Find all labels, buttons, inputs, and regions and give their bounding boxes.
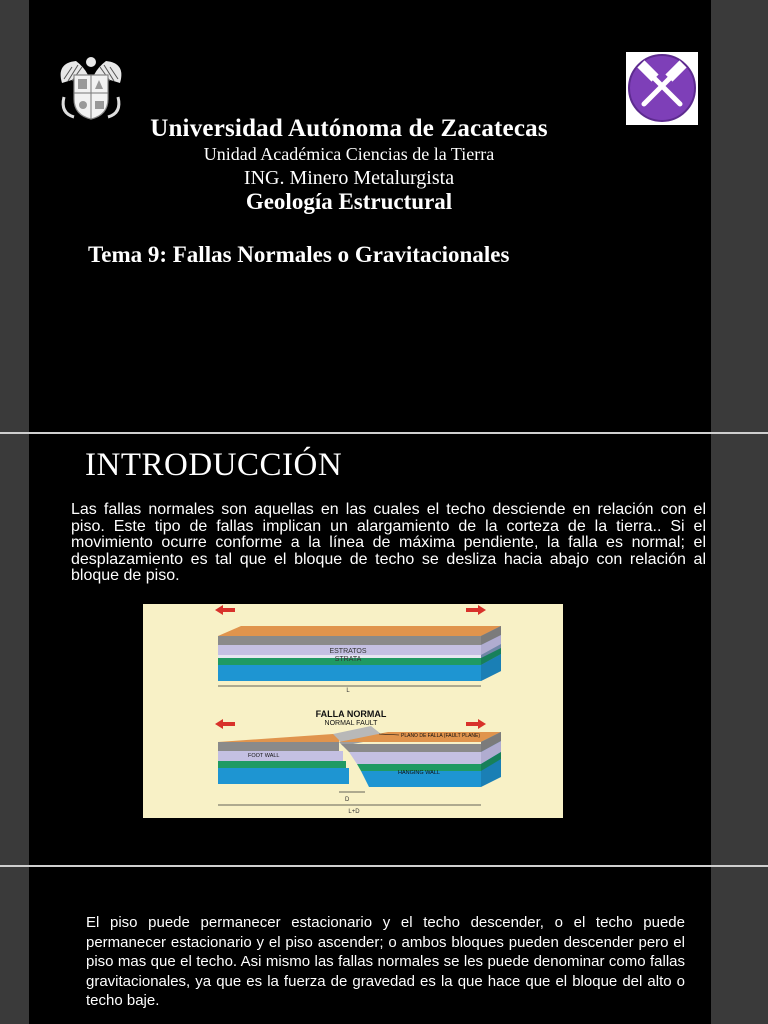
university-name: Universidad Autónoma de Zacatecas <box>150 115 548 142</box>
topic-title: Tema 9: Fallas Normales o Gravitacionales <box>88 242 510 267</box>
intro-paragraph: Las fallas normales son aquellas en las cuales el techo desciende en relación con el piso. Este tipo de fallas implican un alargamiento de la corteza de la tierra.. Si el movimiento ocurre conforme a la línea de máxima pendiente, la falla es normal; el desplazamiento es tal que el bloque de techo se desliza hacia abajo con relación al bloque de piso. <box>71 501 706 584</box>
body-paragraph: El piso puede permanecer estacionario y el techo descender, o el techo puede permanecer estacionario y el piso ascender; o ambos bloques pueden descender pero el piso mas que el techo. Asi mismo las fallas normales se les puede denominar como fallas gravitacionales, ya que es la fuerza de gravedad es la que hace que el bloque del alto o techo baje. <box>86 914 685 1009</box>
university-crest-icon <box>54 53 128 123</box>
displacement-label: D <box>345 797 350 803</box>
extension-arrow-left <box>215 605 235 615</box>
fault-plane-label: PLANO DE FALLA (FAULT PLANE) <box>401 733 481 739</box>
academic-unit: Unidad Académica Ciencias de la Tierra <box>203 144 495 164</box>
normal-fault-diagram <box>143 604 563 818</box>
intro-slide <box>29 434 711 865</box>
fault-title-en: NORMAL FAULT <box>324 720 378 727</box>
course-name: Geología Estructural <box>245 189 453 214</box>
program-name: ING. Minero Metalurgista <box>243 167 455 189</box>
length-label: L <box>346 688 350 694</box>
footwall-label: FOOT WALL <box>248 753 280 759</box>
hangingwall-label: HANGING WALL <box>398 770 440 776</box>
strata-label-en: STRATA <box>334 656 362 663</box>
extended-length-label: L+D <box>348 809 360 815</box>
extension-arrow-right <box>466 605 486 615</box>
strata-label-es: ESTRATOS <box>329 648 367 655</box>
fault-title-es: FALLA NORMAL <box>315 709 387 719</box>
intro-heading: INTRODUCCIÓN <box>85 447 343 483</box>
content-slide <box>29 867 711 1024</box>
title-slide <box>29 0 711 432</box>
